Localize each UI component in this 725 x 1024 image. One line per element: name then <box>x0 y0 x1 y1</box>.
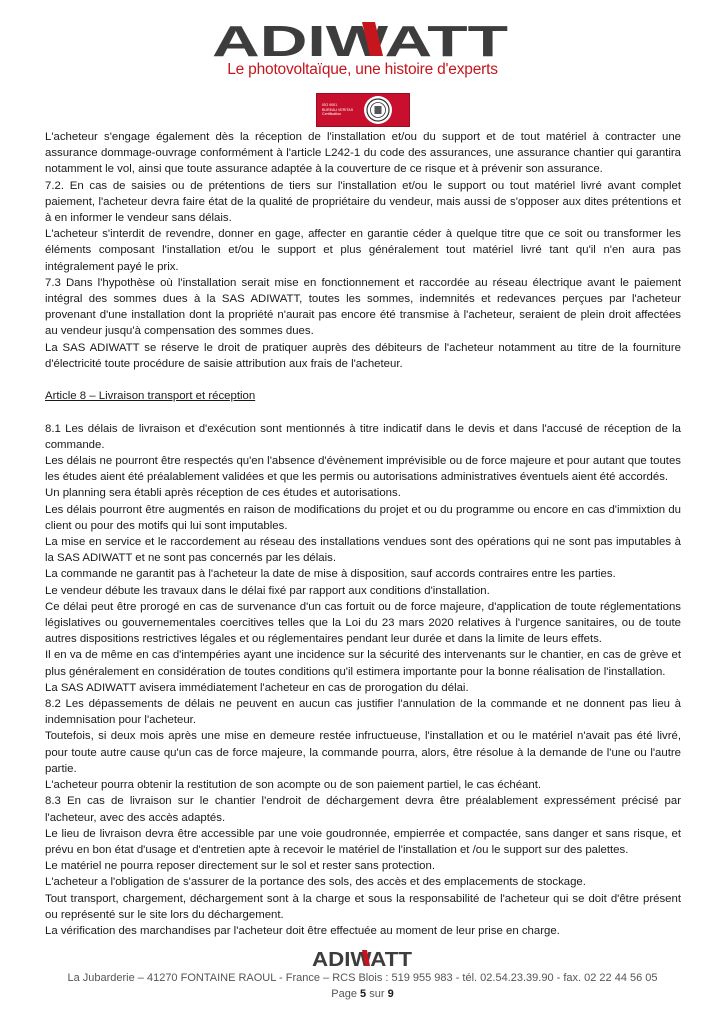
footer-brand-part-2: WATT <box>350 949 406 968</box>
paragraph: Un planning sera établi après réception de ces études et autorisations. <box>45 487 401 500</box>
paragraph: L'acheteur s'interdit de revendre, donner en gage, affecter en garantie céder à quelque titre que ce soit ou transformer les éléments composant l'installation et/ou le support et plus généralement tout matériel livré tant qu'il n'en aura pas intégralement payé le prix. <box>45 228 681 273</box>
document-body <box>45 129 681 939</box>
page-header <box>0 0 725 128</box>
paragraph: L'acheteur a l'obligation de s'assurer de la portance des sols, des accès et des emplacements de stockage. <box>45 876 586 889</box>
page-number <box>0 988 725 1000</box>
paragraph: La SAS ADIWATT se réserve le droit de pratiquer auprès des débiteurs de l'acheteur notamment au titre de la fourniture d'électricité toute procédure de saisie attribution aux frais de l'acheteur. <box>45 341 681 370</box>
cert-line: BUREAU VERITAS <box>322 107 354 112</box>
svg-text:ADIWATT <box>312 949 412 968</box>
paragraph: 8.1 Les délais de livraison et d'exécution sont mentionnés à titre indicatif dans le devis et dans l'accusé de réception de la commande. <box>45 422 681 451</box>
paragraph: L'acheteur s'engage également dès la réception de l'installation et/ou du support et de tout matériel à contracter une assurance dommage-ouvrage conformément à l'article L242-1 du code des assurances, une assurance chantier qui garantira notamment le vol, ainsi que toute assurance adaptée à la couverture de ce risque et à prévenir son assurance. <box>45 131 681 176</box>
paragraph: Le vendeur débute les travaux dans le délai fixé par rapport aux conditions d'installation. <box>45 584 490 597</box>
certification-text <box>317 103 360 117</box>
paragraph: Toutefois, si deux mois après une mise en demeure restée infructueuse, l'installation et ou le matériel n'avait pas été livré, pour toute autre cause qu'un cas de force majeure, la commande pourra, alors, être résolue à la demande de l'une ou l'autre partie. <box>45 730 681 775</box>
paragraph: La mise en service et le raccordement au réseau des installations vendues sont des opérations qui ne sont pas imputables à la SAS ADIWATT et ne sont pas concernés par les délais. <box>45 536 681 565</box>
cert-line: ISO 9001 <box>322 103 338 108</box>
svg-text:ADIWATT <box>212 18 508 60</box>
page-prefix: Page <box>331 988 357 1000</box>
footer-brand-part-1: ADI <box>312 949 347 968</box>
bureau-veritas-seal-icon <box>364 96 392 124</box>
paragraph: L'acheteur pourra obtenir la restitution de son acompte ou de son paiement partiel, le cas échéant. <box>45 779 542 792</box>
page-total: 9 <box>387 988 394 1000</box>
company-tagline: Le photovoltaïque, une histoire d'experts <box>227 61 498 78</box>
paragraph: La commande ne garantit pas à l'acheteur la date de mise à disposition, sauf accords contraires entre les parties. <box>45 568 616 581</box>
brand-part-2: WATT <box>325 18 448 60</box>
paragraph: 8.2 Les dépassements de délais ne peuvent en aucun cas justifier l'annulation de la commande et ne donnent pas lieu à indemnisation pour l'acheteur. <box>45 698 681 727</box>
paragraph: 7.3 Dans l'hypothèse où l'installation serait mise en fonctionnement et raccordée au réseau électrique avant le paiement intégral des sommes dues à la SAS ADIWATT, toutes les sommes, indemnités et redevances perçues par l'acheteur provenant d'une installation dont la propriété n'aurait pas encore été transmise à l'acheteur, seraient de plein droit affectées au vendeur jusqu'à compensation des sommes dues. <box>45 276 681 338</box>
company-address: La Jubarderie – 41270 FONTAINE RAOUL - France – RCS Blois : 519 955 983 - tél. 02.54.23.39.90 - fax. 02 22 44 56 05 <box>67 972 658 984</box>
paragraph: Le lieu de livraison devra être accessible par une voie goudronnée, empierrée et compactée, sans danger et sans risque, et prévu en bon état d'usage et d'entretien apte à recevoir le matériel de l'installation et /ou le support sur des palettes. <box>45 827 681 856</box>
paragraph: 8.3 En cas de livraison sur le chantier l'endroit de déchargement devra être préalablement expressément précisé par l'acheteur, avec des accès adaptés. <box>45 795 681 824</box>
page-sep: sur <box>369 988 385 1000</box>
article-title: Article 8 – Livraison transport et réception <box>45 390 256 403</box>
cert-line: Certification <box>322 112 341 117</box>
paragraph: Tout transport, chargement, déchargement sont à la charge et sous la responsabilité de l'acheteur qui se doit d'être présent ou représenté sur le site lors du déchargement. <box>45 892 681 921</box>
paragraph: Les délais pourront être augmentés en raison de modifications du projet et ou du programme ou encore en cas d'immixtion du client ou pour des motifs qui lui sont imputables. <box>45 503 681 532</box>
paragraph: Il en va de même en cas d'intempéries ayant une incidence sur la sécurité des intervenants sur le chantier, en cas de grève et plus généralement en considération de toutes conditions qu'il estimera importante pour la bonne réalisation de l'installation. <box>45 649 681 678</box>
adiwatt-logo <box>212 18 512 60</box>
paragraph: Le matériel ne pourra reposer directement sur le sol et rester sans protection. <box>45 860 436 873</box>
adiwatt-logo-image <box>212 18 512 60</box>
paragraph: Ce délai peut être prorogé en cas de survenance d'un cas fortuit ou de force majeure, d'application de toute réglementations législatives ou gouvernementales coercitives telles que la Loi du 23 mars 2020 relatives à l'urgence sanitaires, ou de toute autres dispositions restrictives légales et ou réglementaires pendant leur durée et dans la limite de leurs effets. <box>45 600 681 646</box>
paragraph: 7.2. En cas de saisies ou de prétentions de tiers sur l'installation et/ou le support ou tout matériel livré avant complet paiement, l'acheteur devra faire état de la qualité de propriétaire du vendeur, mais aussi de s'opposer aux dites prétentions et à en informer le vendeur sans délais. <box>45 179 681 225</box>
footer-adiwatt-logo <box>312 948 414 968</box>
paragraph: Les délais ne pourront être respectés qu'en l'absence d'évènement imprévisible ou de force majeure et pour autant que toutes les études aient été préalablement validées et que les permis ou autorisations administratives éventuels aient été accordés. <box>45 455 681 484</box>
certification-badge <box>316 93 410 127</box>
paragraph: La SAS ADIWATT avisera immédiatement l'acheteur en cas de prorogation du délai. <box>45 681 469 694</box>
page-current: 5 <box>360 988 367 1000</box>
paragraph: La vérification des marchandises par l'acheteur doit être effectuée au moment de leur prise en charge. <box>45 924 560 937</box>
brand-part-1: ADI <box>212 18 288 60</box>
